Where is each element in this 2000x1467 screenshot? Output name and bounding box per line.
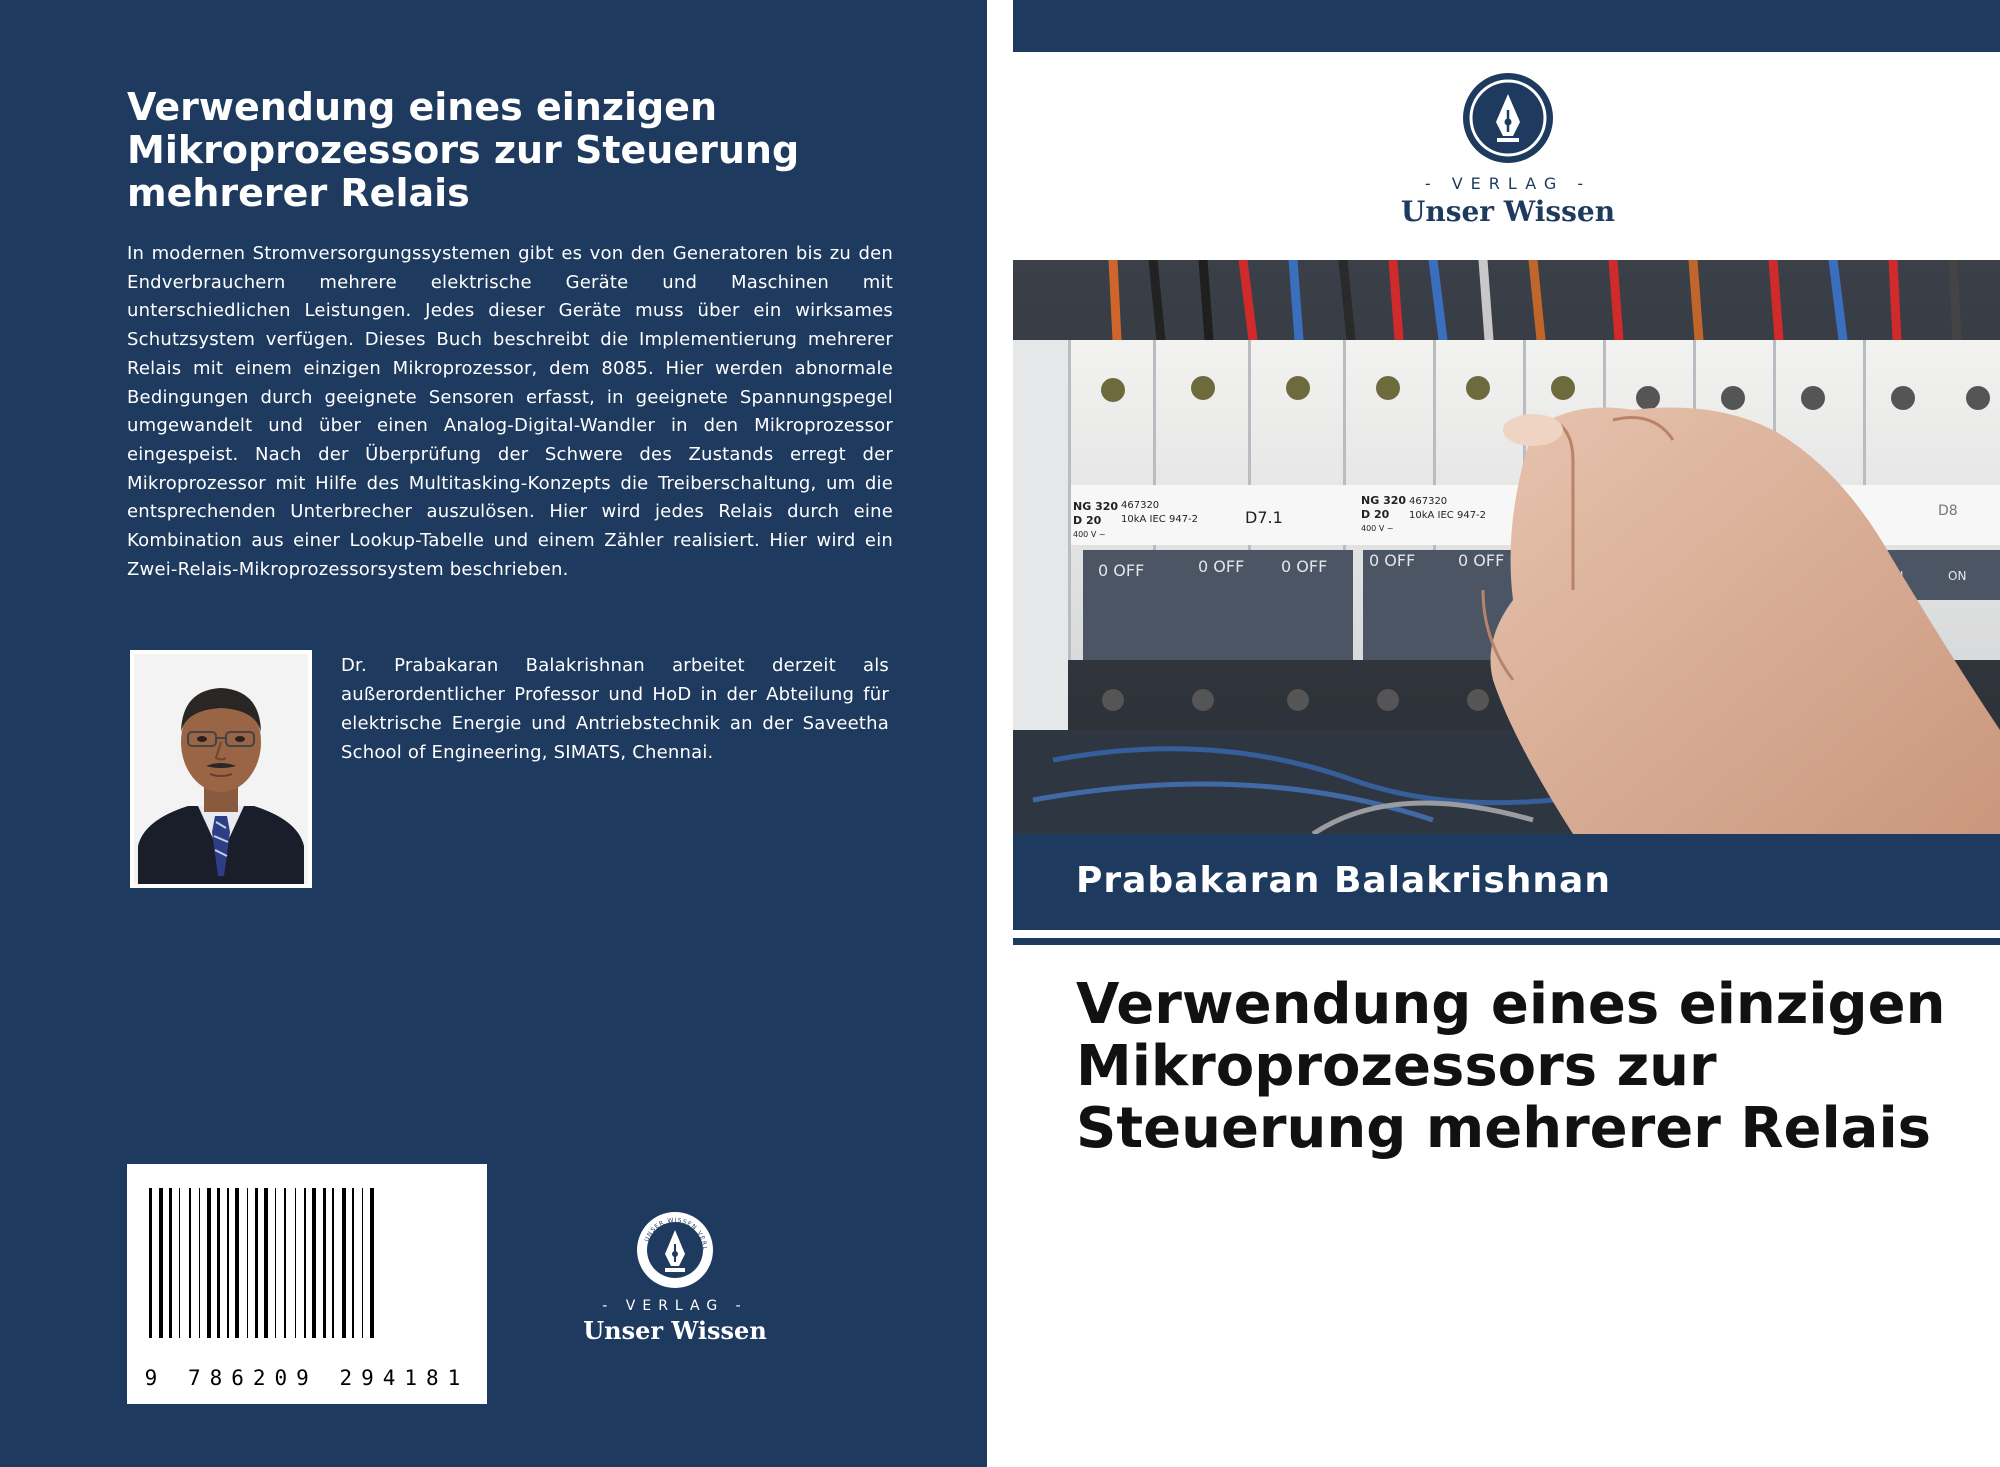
svg-text:467320: 467320 bbox=[1409, 496, 1448, 507]
barcode-bar bbox=[370, 1188, 374, 1338]
back-publisher-logo bbox=[580, 1210, 770, 1345]
svg-text:D 20: D 20 bbox=[1361, 508, 1390, 521]
svg-text:10kA IEC 947-2: 10kA IEC 947-2 bbox=[1409, 510, 1487, 521]
front-logo-brand: Unser Wissen bbox=[1400, 195, 1616, 228]
band-rule bbox=[1013, 938, 2000, 945]
barcode-bar bbox=[332, 1188, 334, 1338]
barcode-bar bbox=[247, 1188, 248, 1338]
svg-text:NG 320: NG 320 bbox=[1361, 494, 1407, 507]
front-author-name: Prabakaran Balakrishnan bbox=[1076, 860, 1611, 901]
back-cover-blurb: In modernen Stromversorgungssystemen gibt es von den Generatoren bis zu den Endverbrauchern mehrere elektrische Geräte und Maschinen mit unterschiedlichen Leistungen. Jedes dieser Geräte muss über ein wirksames Schutzsystem verfügen. Dieses Buch beschreibt die Implementierung mehrerer Relais mit einem einzigen Mikroprozessor, dem 8085. Hier werden abnormale Bedingungen durch geeignete Sensoren erfasst, in geeignete Spannungspegel umgewandelt und über einen Analog-Digital-Wandler in den Mikroprozessor eingespeist. Nach der Überprüfung der Schwere des Zustands erregt der Mikroprozessor mit Hilfe des Multitasking-Konzepts die Treiberschaltung, um die entsprechenden Unterbrecher auszulösen. Hier wird jedes Relais durch eine Kombination aus einer Lookup-Tabelle und einem Zähler realisiert. Hier wird ein Zwei-Relais-Mikroprozessorsystem beschrieben. bbox=[127, 243, 893, 580]
barcode-bar bbox=[264, 1188, 268, 1338]
back-cover bbox=[0, 0, 987, 1467]
svg-text:10kA IEC 947-2: 10kA IEC 947-2 bbox=[1121, 514, 1199, 525]
barcode-bar bbox=[352, 1188, 354, 1338]
barcode-bar bbox=[149, 1188, 152, 1338]
fountain-pen-nib-icon bbox=[635, 1210, 715, 1290]
front-publisher-logo bbox=[1373, 72, 1643, 228]
author-bio: Dr. Prabakaran Balakrishnan arbeitet derzeit als außerordentlicher Professor und HoD in der Abteilung für elektrische Energie und Antriebstechnik an der Saveetha School of Engineering, SIMATS, Chennai. bbox=[341, 655, 889, 763]
barcode-bar bbox=[275, 1188, 276, 1338]
svg-text:0 OFF: 0 OFF bbox=[1098, 561, 1145, 580]
front-logo-verlag: - VERLAG - bbox=[1424, 174, 1592, 193]
svg-text:ON: ON bbox=[1948, 569, 1967, 583]
barcode-bar bbox=[304, 1188, 306, 1338]
svg-text:D7.1: D7.1 bbox=[1245, 508, 1283, 527]
front-cover bbox=[1013, 0, 2000, 1467]
svg-text:D8: D8 bbox=[1938, 503, 1958, 519]
isbn-barcode bbox=[127, 1164, 487, 1404]
barcode-bar bbox=[312, 1188, 316, 1338]
svg-text:0 OFF: 0 OFF bbox=[1458, 551, 1505, 570]
cover-gap bbox=[987, 0, 1013, 1467]
back-cover-title: Verwendung eines einzigen Mikroprozessors zur Steuerung mehrerer Relais bbox=[127, 85, 800, 215]
svg-text:467320: 467320 bbox=[1121, 500, 1160, 511]
barcode-bar bbox=[169, 1188, 172, 1338]
barcode-bar bbox=[227, 1188, 229, 1338]
barcode-bar bbox=[199, 1188, 200, 1338]
barcode-bar bbox=[179, 1188, 180, 1338]
svg-text:0 OFF: 0 OFF bbox=[1281, 557, 1328, 576]
barcode-bar bbox=[207, 1188, 211, 1338]
barcode-bar bbox=[342, 1188, 346, 1338]
circuit-breaker-panel-image bbox=[1013, 260, 2000, 834]
svg-text:0 OFF: 0 OFF bbox=[1198, 557, 1245, 576]
author-band bbox=[1013, 834, 2000, 930]
logo-seal-text: UNSER WISSEN VERL bbox=[643, 1216, 709, 1252]
svg-text:D 20: D 20 bbox=[1073, 514, 1102, 527]
barcode-bar bbox=[189, 1188, 191, 1338]
svg-text:0 OFF: 0 OFF bbox=[1369, 551, 1416, 570]
barcode-bar bbox=[159, 1188, 163, 1338]
author-portrait-image bbox=[130, 650, 312, 888]
svg-text:400 V ~: 400 V ~ bbox=[1361, 524, 1394, 533]
back-logo-verlag: - VERLAG - bbox=[602, 1298, 748, 1314]
barcode-bar bbox=[217, 1188, 220, 1338]
fountain-pen-nib-icon bbox=[1462, 72, 1554, 164]
front-top-bar bbox=[1013, 0, 2000, 52]
barcode-bar bbox=[284, 1188, 286, 1338]
barcode-bar bbox=[295, 1188, 296, 1338]
svg-text:400 V ~: 400 V ~ bbox=[1073, 530, 1106, 539]
barcode-bar bbox=[255, 1188, 258, 1338]
barcode-bars bbox=[127, 1164, 487, 1364]
svg-text:NG 320: NG 320 bbox=[1073, 500, 1119, 513]
barcode-bar bbox=[323, 1188, 326, 1338]
barcode-bar bbox=[362, 1188, 363, 1338]
front-cover-title: Verwendung eines einzigen Mikroprozessors zur Steuerung mehrerer Relais bbox=[1076, 972, 1946, 1161]
cover-photo-circuit-breakers bbox=[1013, 260, 2000, 834]
barcode-digits: 9 786209 294181 bbox=[144, 1366, 470, 1390]
barcode-bar bbox=[235, 1188, 239, 1338]
author-photo bbox=[130, 650, 312, 888]
back-logo-brand: Unser Wissen bbox=[583, 1316, 767, 1345]
